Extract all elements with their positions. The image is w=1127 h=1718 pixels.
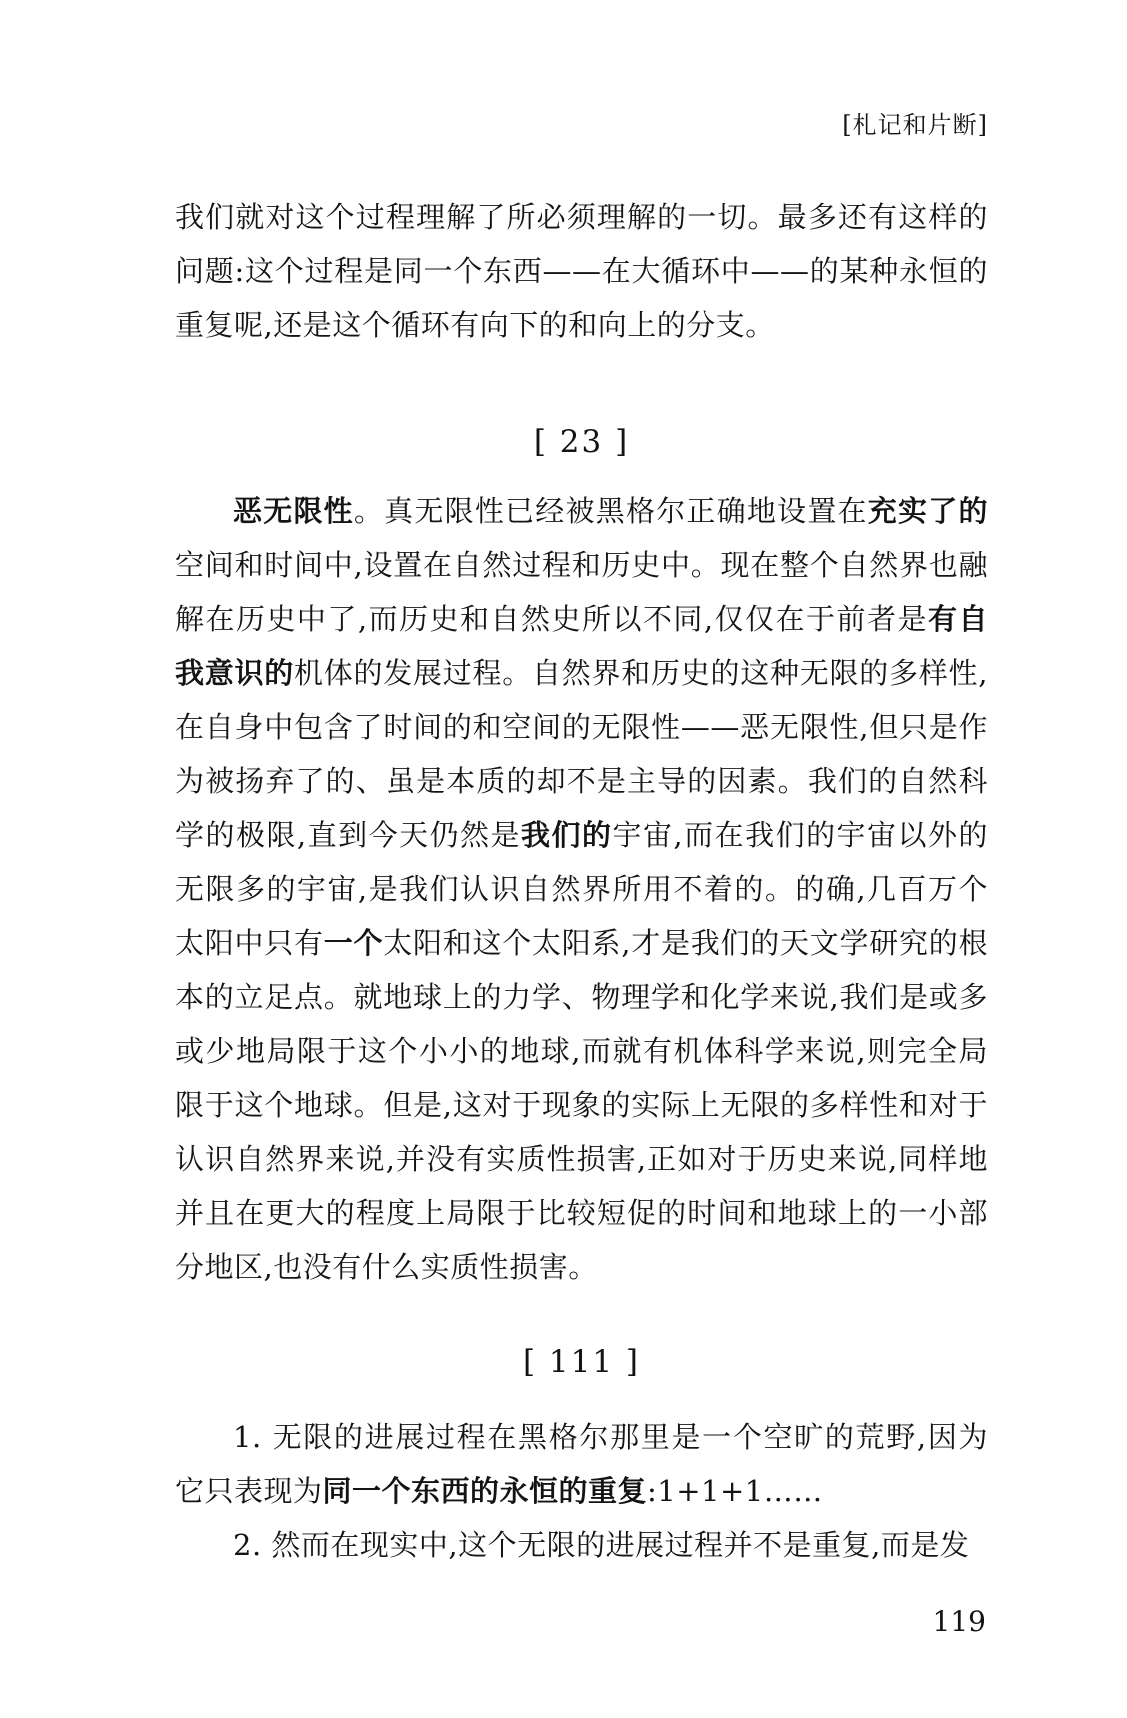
text-run: [ 23 ] — [533, 424, 630, 460]
text-run: 机体的发展过程。自然界和历史的这种无限的多样性,在自身中包含了时间的和空间的无限性——恶无限性,但只是作为被扬弃了的、虽是本质的却不是主导的因素。我们的自然科学的极限,直到今天仍然是 — [175, 656, 988, 852]
emphasis-run: 我们的 — [521, 818, 613, 852]
text-run: 太阳和这个太阳系,才是我们的天文学研究的根本的立足点。就地球上的力学、物理学和化学来说,我们是或多或少地局限于这个小小的地球,而就有机体科学来说,则完全局限于这个地球。但是,这对于现象的实际上无限的多样性和对于认识自然界来说,并没有实质性损害,正如对于历史来说,同样地并且在更大的程度上局限于比较短促的时间和地球上的一小部分地区,也没有什么实质性损害。 — [175, 926, 988, 1284]
page-number: 119 — [932, 1605, 986, 1638]
text-run: 我们就对这个过程理解了所必须理解的一切。最多还有这样的问题:这个过程是同一个东西——在大循环中——的某种永恒的重复呢,还是这个循环有向下的和向上的分支。 — [175, 200, 988, 342]
text-run: 2. 然而在现实中,这个无限的进展过程并不是重复,而是发 — [233, 1528, 970, 1562]
text-run: 宇宙,而在我们的宇宙以外的无限多的宇宙,是我们认识自然界所用不着的。的确,几百万个太阳中只有 — [175, 818, 988, 960]
text-run: 。真无限性已经被黑格尔正确地设置在 — [353, 494, 868, 528]
text-run: [ 111 ] — [522, 1344, 641, 1380]
text-run: 空间和时间中,设置在自然过程和历史中。现在整个自然界也融解在历史中了,而历史和自然史所以不同,仅仅在于前者是 — [175, 548, 988, 636]
text-run: 1. 无限的进展过程在黑格尔那里是一个空旷的荒野,因为它只表现为 — [175, 1420, 988, 1508]
emphasis-run: 恶无限性 — [233, 494, 354, 528]
text-column — [175, 0, 988, 1638]
emphasis-run: 一个 — [323, 926, 384, 960]
section-heading-111 — [175, 1334, 988, 1390]
emphasis-run: 充实了的 — [867, 494, 988, 528]
paragraph-continuation — [175, 190, 988, 352]
paragraph-item-1 — [175, 1410, 988, 1518]
paragraph-bad-infinity — [175, 484, 988, 1294]
running-header: [札记和片断] — [842, 111, 988, 139]
section-heading-23 — [175, 414, 988, 470]
emphasis-run: 有自我意识的 — [175, 602, 988, 690]
paragraph-item-2 — [175, 1518, 988, 1572]
text-run: :1+1+1…… — [647, 1474, 823, 1508]
emphasis-run: 同一个东西的永恒的重复 — [322, 1474, 648, 1508]
